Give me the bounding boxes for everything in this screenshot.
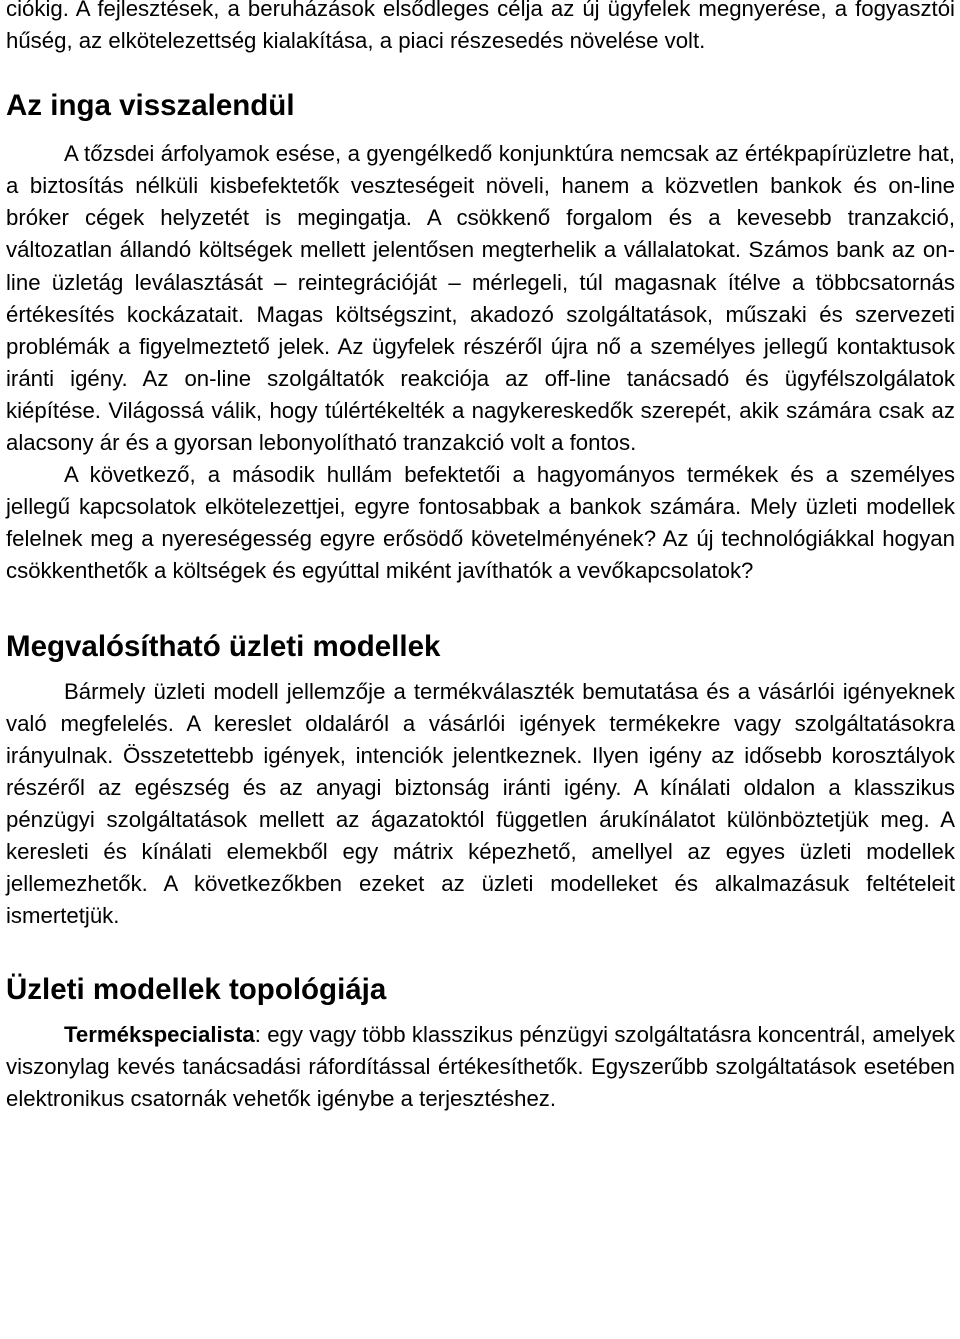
paragraph-market-decline: A tőzsdei árfolyamok esése, a gyengélkedő konjunktúra nemcsak az értékpapírüzletre hat, a biztosítás nélküli kisbefektetők veszteségeit növeli, hanem a közvetlen bankok és on-line bróker cégek helyzetét is megingatja. A csökkenő forgalom és a kevesebb tranzakció, változatlan állandó költségek mellett jelentősen megterhelik a vállalatokat. Számos bank az on-line üzletág leválasztását – reintegrációját – mérlegeli, túl magasnak ítélve a többcsatornás értékesítés kockázatait. Magas költségszint, akadozó szolgáltatások, műszaki és szervezeti problémák a figyelmeztető jelek. Az ügyfelek részéről újra nő a személyes jellegű kontaktusok iránti igény. Az on-line szolgáltatók reakciója az off-line tanácsadó és ügyfélszolgálatok kiépítése. Világossá válik, hogy túlértékelték a nagykereskedők szerepét, akik számára csak az alacsony ár és a gyorsan lebonyolítható tranzakció volt a fontos. [6,141,955,456]
product-specialist-description: : egy vagy több klasszikus pénzügyi szolgáltatásra koncentrál, amelyek viszonylag kevés tanácsadási ráfordítással értékesíthetők. Egyszerűbb szolgáltatások esetében elektronikus csatornák vehetők igénybe a terjesztéshez. [6,1022,955,1112]
paragraph-product-specialist [6,1019,955,1115]
section-heading-business-models: Megvalósítható üzleti modellek [6,629,441,663]
paragraph-business-model-features: Bármely üzleti modell jellemzője a termékválaszték bemutatása és a vásárlói igényeknek való megfelelés. A kereslet oldaláról a vásárlói igények termékekre vagy szolgáltatásokra irányulnak. Összetettebb igények, intenciók jelentkeznek. Ilyen igény az idősebb korosztályok részéről az egészség és az anyagi biztonság iránti igény. A kínálati oldalon a klasszikus pénzügyi szolgáltatások mellett az ágazatoktól független árukínálatot különböztetjük meg. A keresleti és kínálati elemekből egy mátrix képezhető, amellyel az egyes üzleti modellek jellemezhetők. A következőkben ezeket az üzleti modelleket és alkalmazásuk feltételeit ismertetjük. [6,678,955,929]
section-heading-topology: Üzleti modellek topológiája [6,973,387,1007]
section-heading-pendulum: Az inga visszalendül [6,89,295,123]
paragraph-intro-continuation: ciókig. A fejlesztések, a beruházások elsődleges célja az új ügyfelek megnyerése, a fogyasztói hűség, az elkötelezettség kialakítása, a piaci részesedés növelése volt. [6,0,955,54]
paragraph-second-wave: A következő, a második hullám befektetői a hagyományos termékek és a személyes jellegű kapcsolatok elkötelezettjei, egyre fontosabbak a bankok számára. Mely üzleti modellek felelnek meg a nyereségesség egyre erősödő követelményének? Az új technológiákkal hogyan csökkenthetők a költségek és egyúttal miként javíthatók a vevőkapcsolatok? [6,462,955,584]
term-product-specialist: Termékspecialista [64,1022,255,1048]
